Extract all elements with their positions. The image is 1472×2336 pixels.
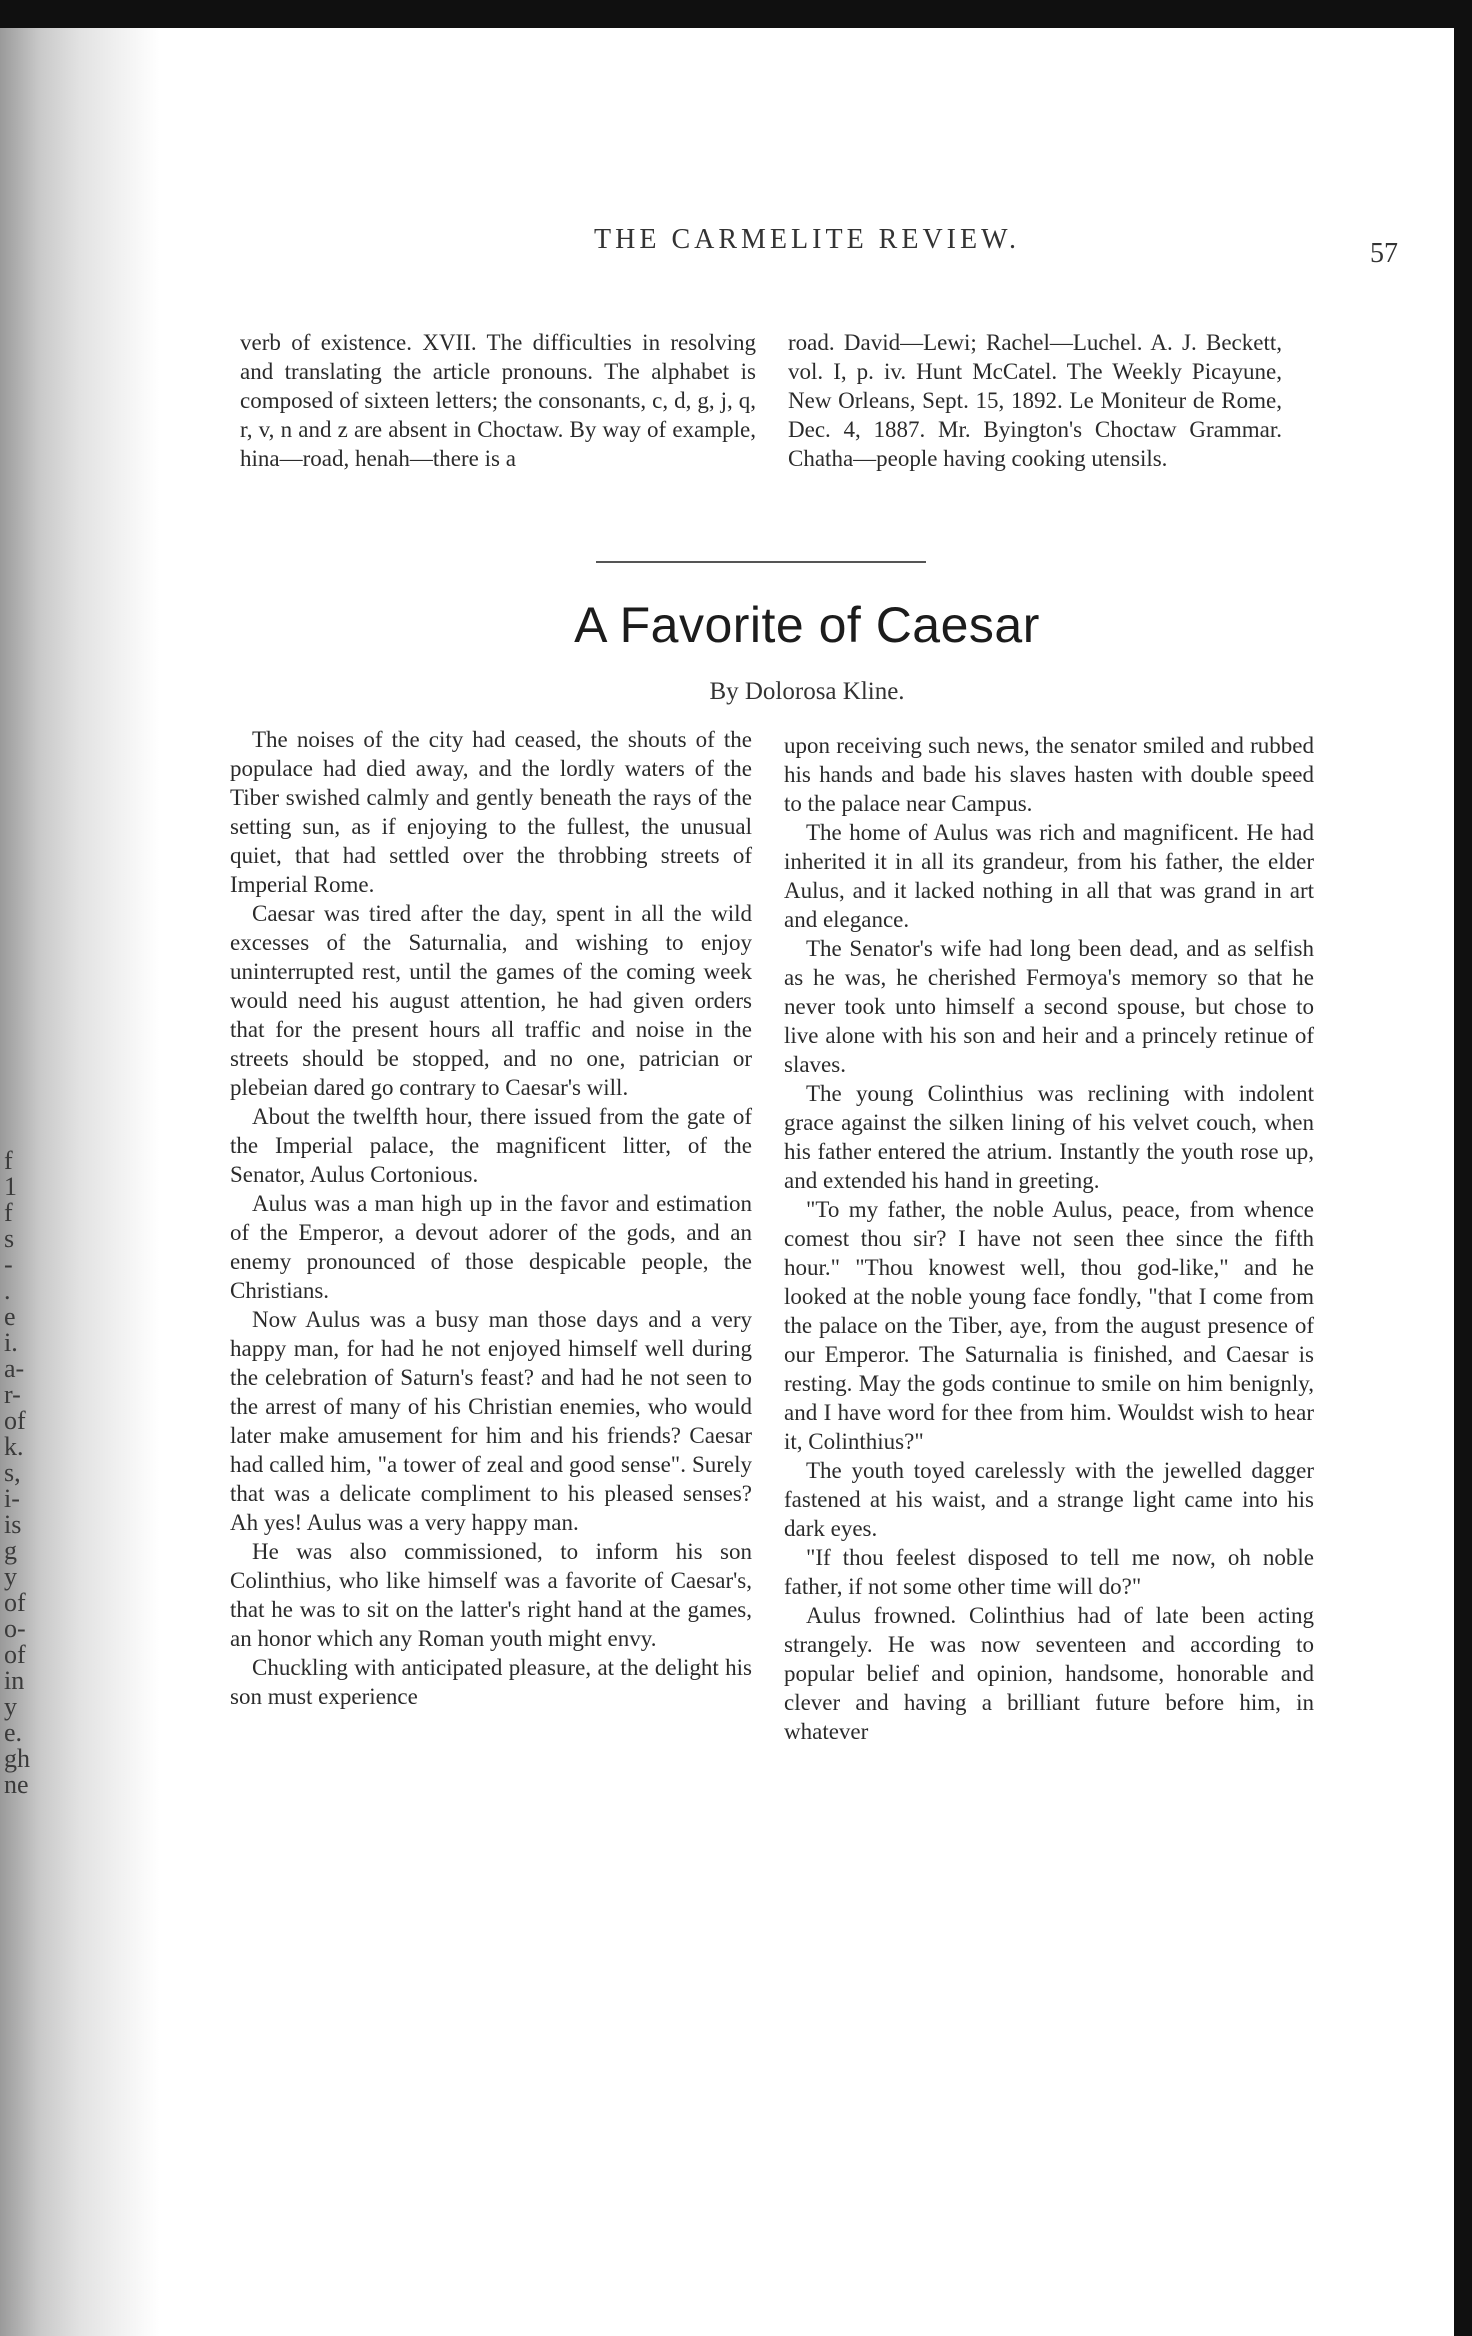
paragraph: The noises of the city had ceased, the shouts of the populace had died away, and the lordly waters of the Tiber swished calmly and gently beneath the rays of the setting sun, as if enjoying to the fullest, the unusual quiet, that had settled over the throbbing streets of Imperial Rome.	[230, 727, 752, 897]
paragraph: The Senator's wife had long been dead, and as selfish as he was, he cherished Fermoya's memory so that he never took unto himself a second spouse, but chose to live alone with his son and heir and a princely retinue of slaves.	[784, 936, 1314, 1077]
paragraph: upon receiving such news, the senator smiled and rubbed his hands and bade his slaves hasten with double speed to the palace near Campus.	[784, 733, 1314, 816]
facing-page-fragment: y	[4, 1562, 17, 1591]
facing-page-fragment: in	[4, 1666, 25, 1695]
facing-page-fragment: f	[4, 1198, 13, 1227]
page	[160, 28, 1454, 2336]
facing-page-fragment: e.	[4, 1718, 23, 1747]
facing-page-fragment: i-	[4, 1484, 20, 1513]
scan-border-right	[1454, 0, 1472, 2336]
facing-page-fragment: o-	[4, 1614, 26, 1643]
intro-right-column	[788, 328, 1282, 473]
facing-page-fragment: .	[4, 1276, 11, 1305]
facing-page-fragment: s	[4, 1224, 15, 1253]
scan-border-top	[0, 0, 1472, 28]
facing-page-fragment: r-	[4, 1380, 21, 1409]
facing-page-fragment: i.	[4, 1328, 18, 1357]
facing-page-fragment: of	[4, 1640, 26, 1669]
section-divider	[596, 561, 926, 563]
paragraph: Aulus frowned. Colinthius had of late been acting strangely. He was now seventeen and according to popular belief and opinion, handsome, honorable and clever and having a brilliant future before him, in whatever	[784, 1603, 1314, 1744]
facing-page-fragment: of	[4, 1588, 26, 1617]
facing-page-fragment: is	[4, 1510, 22, 1539]
intro-left-column	[240, 328, 756, 473]
facing-page-fragment: f	[4, 1146, 13, 1175]
running-header: THE CARMELITE REVIEW.	[594, 224, 1020, 255]
paragraph: "If thou feelest disposed to tell me now, oh noble father, if not some other time will do?"	[784, 1545, 1314, 1599]
paragraph: The home of Aulus was rich and magnificent. He had inherited it in all its grandeur, from his father, the elder Aulus, and it lacked nothing in all that was grand in art and elegance.	[784, 820, 1314, 932]
facing-page-edge	[0, 28, 160, 2336]
facing-page-fragment: y	[4, 1692, 17, 1721]
paragraph: About the twelfth hour, there issued from the gate of the Imperial palace, the magnificent litter, of the Senator, Aulus Cortonious.	[230, 1104, 752, 1187]
facing-page-fragment: 1	[4, 1172, 17, 1201]
paragraph: Caesar was tired after the day, spent in all the wild excesses of the Saturnalia, and wishing to enjoy uninterrupted rest, until the games of the coming week would need his august attention, he had given orders that for the present hours all traffic and noise in the streets should be stopped, and no one, patrician or plebeian dared go contrary to Caesar's will.	[230, 901, 752, 1100]
facing-page-fragment: ne	[4, 1770, 29, 1799]
paragraph: Chuckling with anticipated pleasure, at the delight his son must experience	[230, 1655, 752, 1709]
paragraph: Aulus was a man high up in the favor and estimation of the Emperor, a devout adorer of the gods, and an enemy pronounced of those despicable people, the Christians.	[230, 1191, 752, 1303]
facing-page-fragment: e	[4, 1302, 16, 1331]
paragraph: The young Colinthius was reclining with indolent grace against the silken lining of his velvet couch, when his father entered the atrium. Instantly the youth rose up, and extended his hand in greeting.	[784, 1081, 1314, 1193]
paragraph: Now Aulus was a busy man those days and a very happy man, for had he not enjoyed himself well during the celebration of Saturn's feast? and had he not seen to the arrest of many of his Christian enemies, who would later make amusement for him and his friends? Caesar had called him, "a tower of zeal and good sense". Surely that was a delicate compliment to his pleased senses? Ah yes! Aulus was a very happy man.	[230, 1307, 752, 1535]
article-byline: By Dolorosa Kline.	[709, 678, 905, 705]
facing-page-fragments	[4, 1148, 44, 1798]
paragraph: The youth toyed carelessly with the jewelled dagger fastened at his waist, and a strange light came into his dark eyes.	[784, 1458, 1314, 1541]
facing-page-fragment: of	[4, 1406, 26, 1435]
intro-right-text: road. David—Lewi; Rachel—Luchel. A. J. Beckett, vol. I, p. iv. Hunt McCatel. The Weekly Picayune, New Orleans, Sept. 15, 1892. Le Moniteur de Rome, Dec. 4, 1887. Mr. Byington's Choctaw Grammar. Chatha—people having cooking utensils.	[788, 330, 1282, 471]
article-right-column	[784, 731, 1314, 1746]
facing-page-fragment: s,	[4, 1458, 21, 1487]
facing-page-fragment: k.	[4, 1432, 24, 1461]
intro-left-text: verb of existence. XVII. The difficulties in resolving and translating the article pronouns. The alphabet is composed of sixteen letters; the consonants, c, d, g, j, q, r, v, n and z are absent in Choctaw. By way of example, hina—road, henah—there is a	[240, 330, 756, 471]
facing-page-fragment: a-	[4, 1354, 25, 1383]
paragraph: "To my father, the noble Aulus, peace, from whence comest thou sir? I have not seen thee since the fifth hour." "Thou knowest well, thou god-like," and he looked at the noble young face fondly, "that I come from the palace on the Tiber, aye, from the august presence of our Emperor. The Saturnalia is finished, and Caesar is resting. May the gods continue to smile on him benignly, and I have word for thee from him. Wouldst wish to hear it, Colinthius?"	[784, 1197, 1314, 1454]
page-number: 57	[1370, 238, 1398, 269]
paragraph: He was also commissioned, to inform his son Colinthius, who like himself was a favorite of Caesar's, that he was to sit on the latter's right hand at the games, an honor which any Roman youth might envy.	[230, 1539, 752, 1651]
article-left-column	[230, 725, 752, 1711]
facing-page-fragment: g	[4, 1536, 17, 1565]
facing-page-fragment: gh	[4, 1744, 30, 1773]
article-title: A Favorite of Caesar	[574, 597, 1040, 653]
facing-page-fragment: -	[4, 1250, 13, 1279]
